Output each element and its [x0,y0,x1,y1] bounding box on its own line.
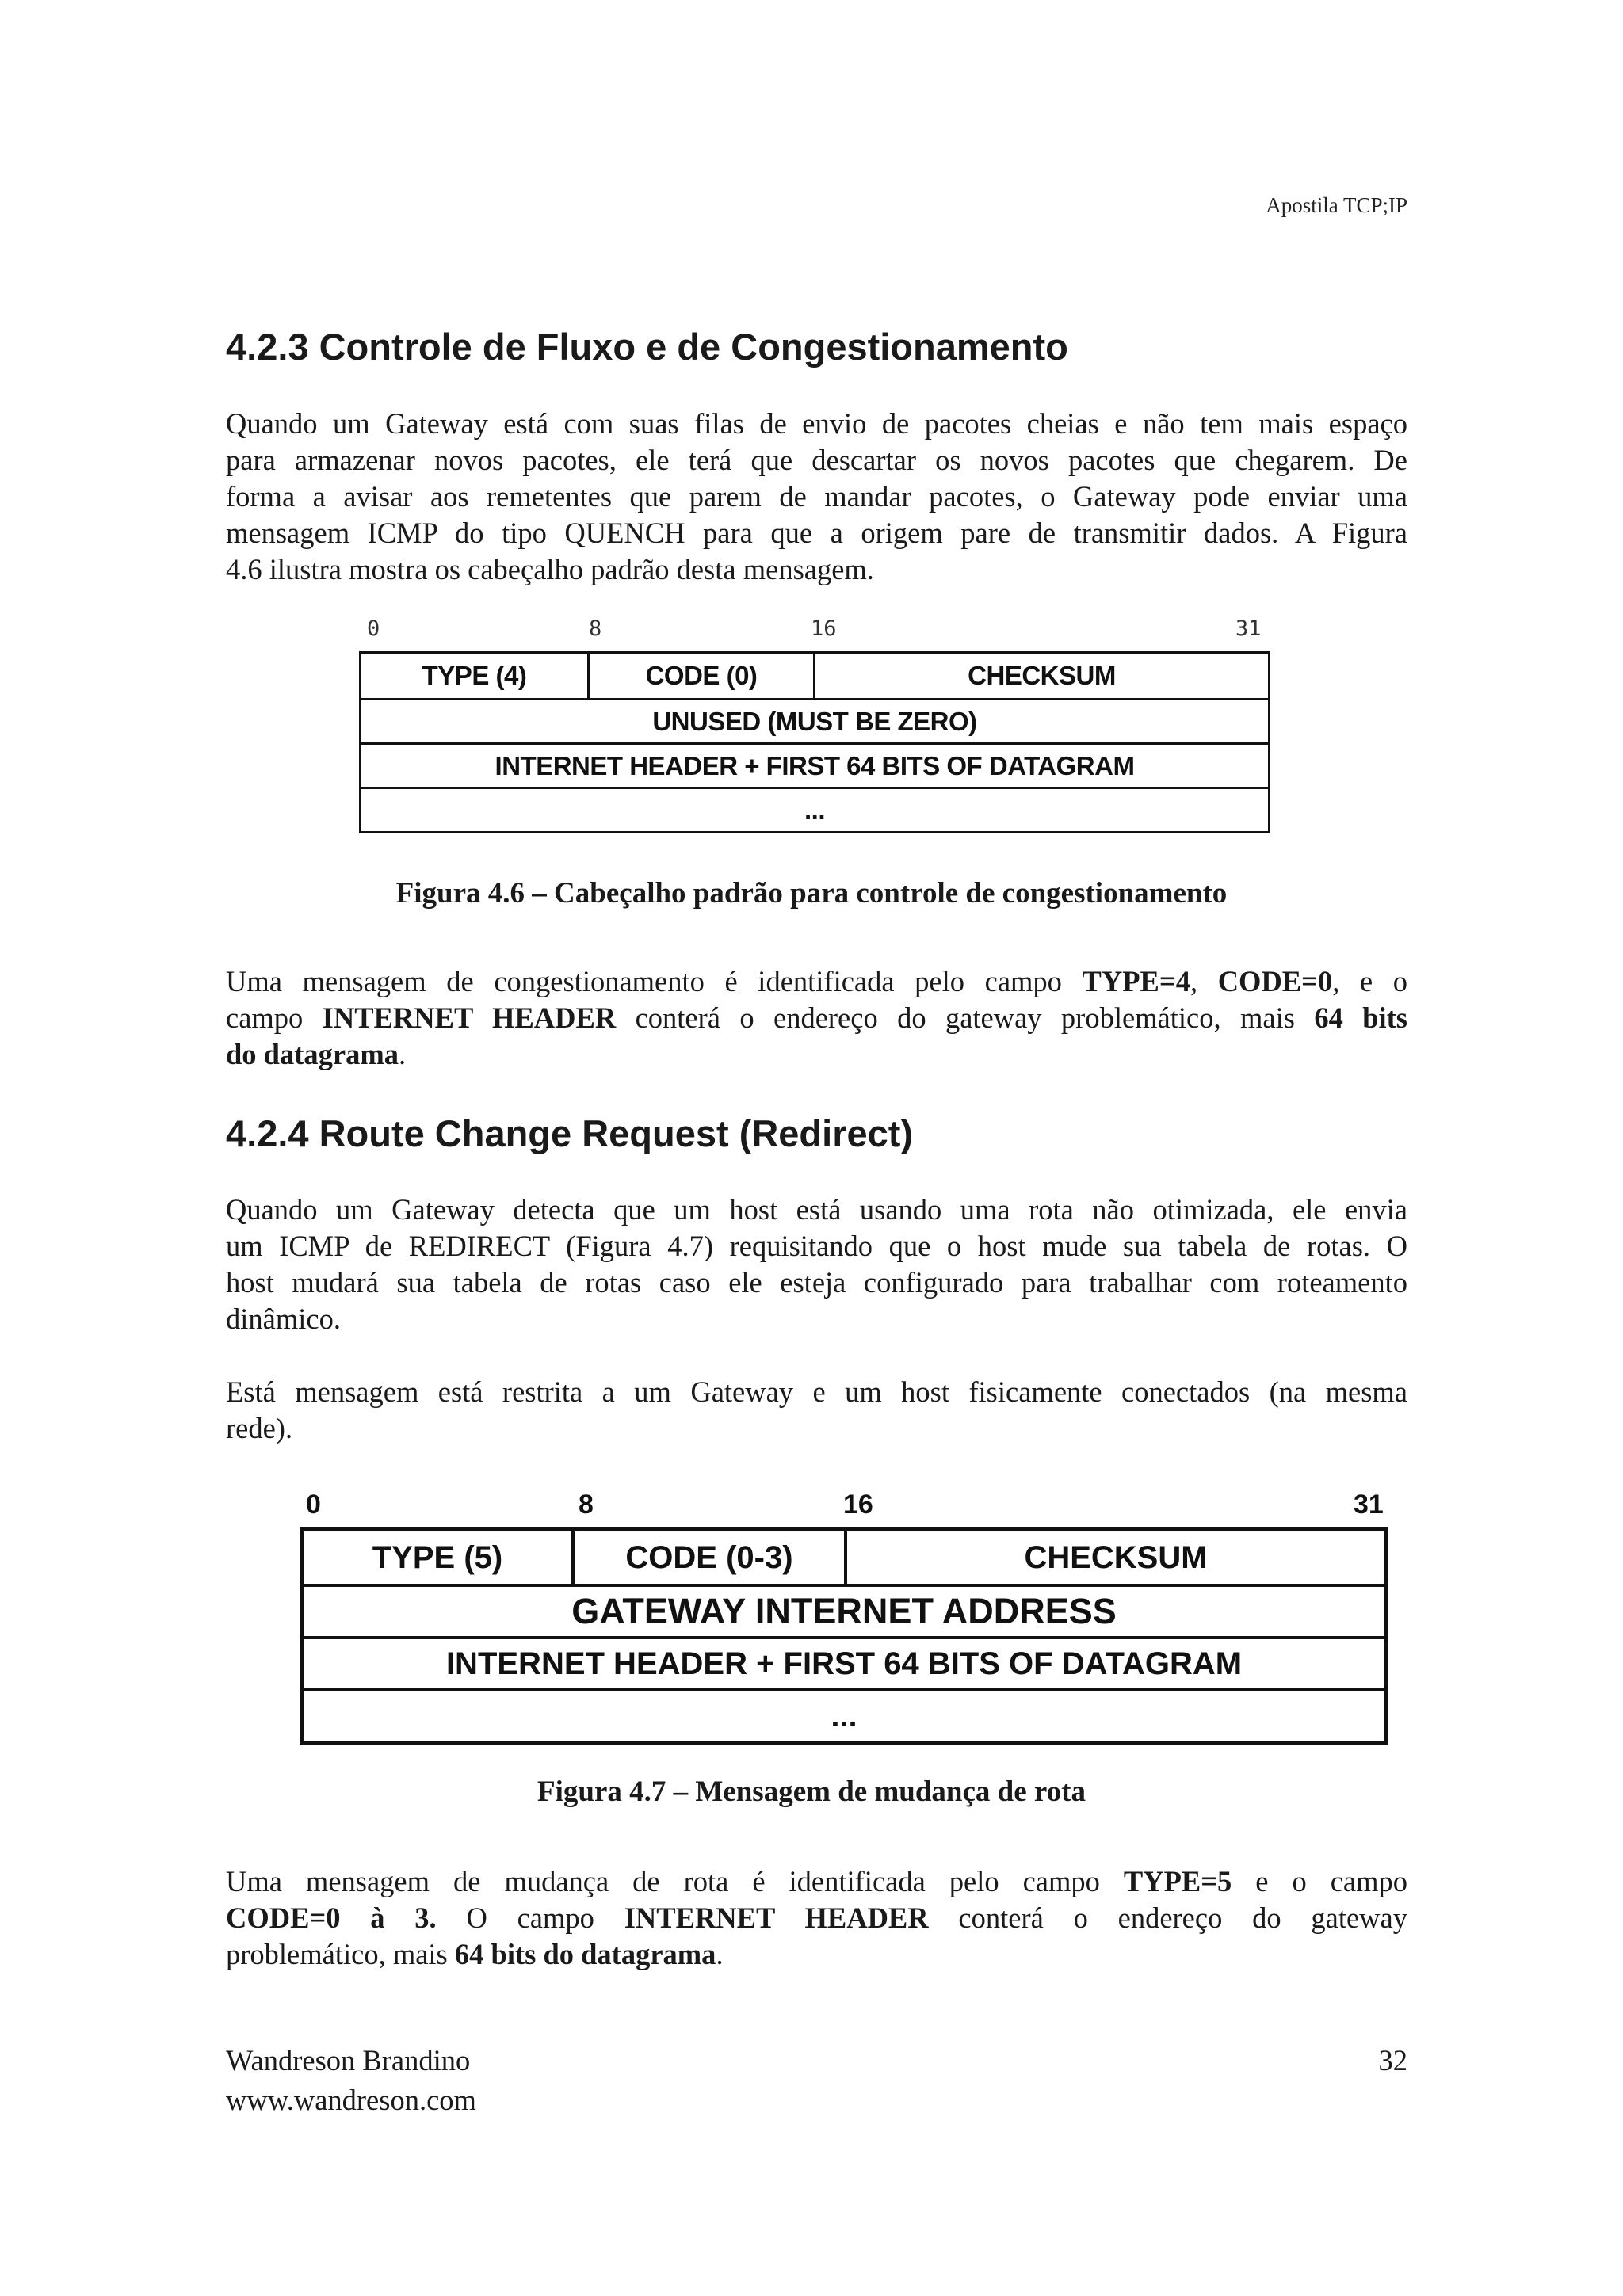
figure-caption-4-6: Figura 4.6 – Cabeçalho padrão para controle de congestionamento [395,877,1228,910]
header-table [300,1527,1388,1745]
header-row-1 [304,1531,1384,1584]
text-line: host mudará sua tabela de rotas caso ele esteja configurado para trabalhar com roteamento [226,1266,1407,1299]
unused-field: UNUSED (MUST BE ZERO) [652,706,977,736]
footer-author-block [226,2041,476,2120]
bit-marker-0: 0 [306,1489,321,1520]
bit-marker-16: 16 [843,1489,873,1520]
footer-author: Wandreson Brandino [226,2044,471,2077]
paragraph-congestion-identification [226,963,1407,1073]
text-line: Uma mensagem de mudança de rota é identificada pelo campo TYPE=5 e o campo [226,1865,1407,1897]
text-line: Está mensagem está restrita a um Gateway e um host fisicamente conectados (na mesma [226,1375,1407,1408]
section-heading-4-2-3: 4.2.3 Controle de Fluxo e de Congestionamento [226,326,1068,368]
text-line: Quando um Gateway detecta que um host está usando uma rota não otimizada, ele envia [226,1193,1407,1226]
bit-marker-8: 8 [579,1489,594,1520]
figure-4-6-quench-header [359,616,1270,838]
text-line: dinâmico. [226,1302,341,1335]
header-row-2 [361,698,1268,742]
text-line: forma a avisar aos remetentes que parem de mandar pacotes, o Gateway pode enviar uma [226,480,1407,513]
bit-marker-8: 8 [589,616,602,641]
paragraph-redirect-intro [226,1192,1407,1337]
bit-marker-16: 16 [811,616,837,641]
code-field: CODE (0) [587,654,813,698]
running-head: Apostila TCP;IP [1266,193,1407,217]
header-row-3 [304,1636,1384,1688]
ellipsis-field: ... [831,1698,857,1733]
header-row-2 [304,1584,1384,1636]
text-line: campo INTERNET HEADER conterá o endereço do gateway problemático, mais 64 bits [226,1001,1407,1034]
header-row-3 [361,742,1268,787]
bit-markers [300,1489,1388,1521]
code-field: CODE (0-3) [571,1531,844,1584]
text-line: mensagem ICMP do tipo QUENCH para que a origem pare de transmitir dados. A Figura [226,517,1407,549]
internet-header-field: INTERNET HEADER + FIRST 64 BITS OF DATAGRAM [445,1646,1243,1681]
paragraph-congestion-intro [226,406,1407,588]
text-line: CODE=0 à 3. O campo INTERNET HEADER conterá o endereço do gateway [226,1901,1407,1934]
text-line: Uma mensagem de congestionamento é identificada pelo campo TYPE=4, CODE=0, e o [226,965,1407,997]
ellipsis-field: ... [804,795,825,825]
text-line: 4.6 ilustra mostra os cabeçalho padrão desta mensagem. [226,553,874,585]
text-line: um ICMP de REDIRECT (Figura 4.7) requisitando que o host mude sua tabela de rotas. O [226,1230,1407,1262]
text-line: Quando um Gateway está com suas filas de envio de pacotes cheias e não tem mais espaço [226,407,1407,440]
paragraph-redirect-identification [226,1863,1407,1973]
checksum-field: CHECKSUM [813,654,1268,698]
header-row-4 [361,787,1268,831]
section-heading-4-2-4: 4.2.4 Route Change Request (Redirect) [226,1112,914,1154]
footer-website: www.wandreson.com [226,2084,476,2116]
figure-4-7-redirect-header [300,1489,1388,1748]
checksum-field: CHECKSUM [844,1531,1384,1584]
type-field: TYPE (4) [422,661,527,690]
bit-marker-31: 31 [1354,1489,1384,1520]
header-table [359,651,1270,833]
figure-caption-4-7: Figura 4.7 – Mensagem de mudança de rota [537,1775,1086,1808]
bit-marker-31: 31 [1235,616,1262,641]
page-number: 32 [1378,2044,1407,2077]
paragraph-redirect-restriction [226,1374,1407,1447]
header-row-1 [361,654,1268,698]
internet-header-field: INTERNET HEADER + FIRST 64 BITS OF DATAGRAM [495,750,1135,780]
text-line: do datagrama. [226,1038,407,1070]
bit-marker-0: 0 [367,616,380,641]
type-field: TYPE (5) [372,1539,503,1575]
text-line: para armazenar novos pacotes, ele terá que descartar os novos pacotes que chegarem. De [226,444,1407,476]
bit-markers [359,616,1270,648]
text-line: problemático, mais 64 bits do datagrama. [226,1938,724,1970]
text-line: rede). [226,1412,293,1444]
header-row-4 [304,1688,1384,1741]
gateway-address-field: GATEWAY INTERNET ADDRESS [571,1591,1117,1631]
